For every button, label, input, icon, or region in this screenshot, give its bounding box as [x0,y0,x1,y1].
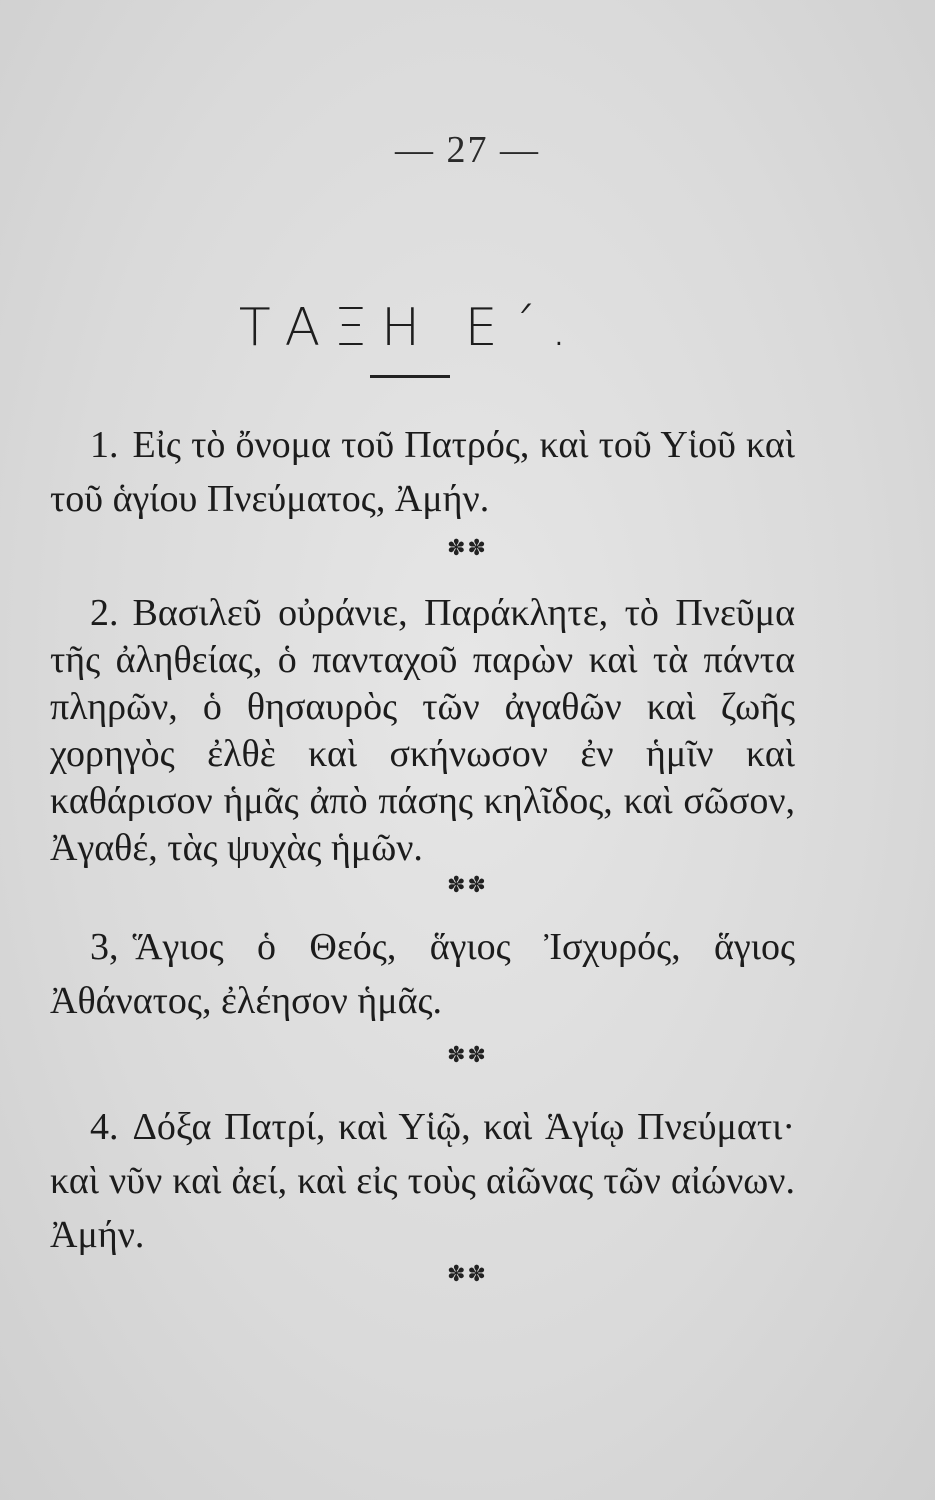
asterism-separator: ✽✽ [447,873,488,898]
verse-number: 3, [90,926,119,968]
verse-text: Δόξα Πατρί, καὶ Υἱῷ, καὶ Ἁγίῳ Πνεύματι· καὶ νῦν καὶ ἀεί, καὶ εἰς τοὺς αἰῶνας τῶν αἰώνων. Ἀμήν. [50,1106,795,1256]
asterism-separator: ✽✽ [447,536,488,561]
verse-text: Ἅγιος ὁ Θεός, ἅγιος Ἰσχυρός, ἅγιος Ἀθάνατος, ἐλέησον ἡμᾶς. [50,926,795,1022]
asterism-separator: ✽✽ [447,1262,488,1287]
verse-3 [50,920,795,1028]
verse-text: Εἰς τὸ ὄνομα τοῦ Πατρός, καὶ τοῦ Υἱοῦ καὶ τοῦ ἁγίου Πνεύματος, Ἀμήν. [50,424,795,520]
asterism-separator: ✽✽ [447,1043,488,1068]
verse-2 [50,590,795,872]
verse-number: 1. [90,424,119,466]
verse-number: 4. [90,1106,119,1148]
page-number: — 27 — [395,129,540,171]
verse-number: 2. [90,592,119,634]
verse-4 [50,1100,795,1262]
verse-text: Βασιλεῦ οὐράνιε, Παράκλητε, τὸ Πνεῦμα τῆς ἀληθείας, ὁ πανταχοῦ παρὼν καὶ τὰ πάντα πληρῶν, ὁ θησαυρὸς τῶν ἀγαθῶν καὶ ζωῆς χορηγὸς ἐλθὲ καὶ σκήνωσον ἐν ἡμῖν καὶ καθάρισον ἡμᾶς ἀπὸ πάσης κηλῖδος, καὶ σῶσον, Ἀγαθέ, τὰς ψυχὰς ἡμῶν. [50,592,795,869]
title-rule [370,375,450,378]
verse-1 [50,418,795,526]
section-title: ΤΑΞΗ Ε΄. [238,298,582,358]
